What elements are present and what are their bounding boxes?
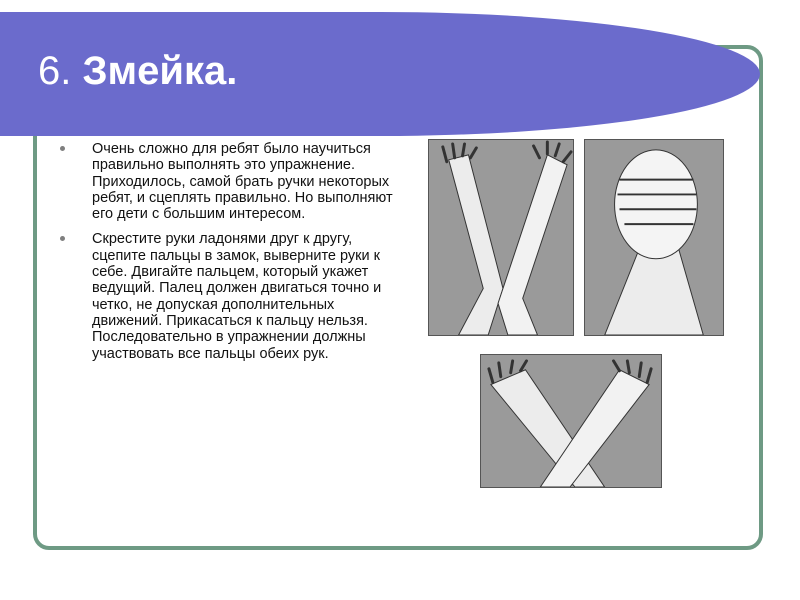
bullet-dot-icon xyxy=(60,236,65,241)
bullet-text: Очень сложно для ребят было научиться правильно выполнять это упражнение. Приходилось, самой брать ручки некоторых ребят, и сцеплять правильно. Но выполняют его дети с большим интересом. xyxy=(92,141,393,223)
bullet-item xyxy=(60,231,400,361)
title-number: 6. xyxy=(38,49,72,93)
slide-title xyxy=(38,46,237,96)
bullet-dot-icon xyxy=(60,146,65,151)
photo-crossed-palms xyxy=(480,354,662,488)
photo-crossed-arms-spread-fingers xyxy=(428,139,574,336)
bullet-text: Скрестите руки ладонями друг к другу, сцепите пальцы в замок, выверните руки к себе. Двигайте пальцем, который укажет ведущий. Палец должен двигаться точно и четко, не допуская дополнительных движений. Прикасаться к пальцу нельзя. Последовательно в упражнении должны участвовать все пальцы обеих рук. xyxy=(92,231,382,362)
photo-clasped-hands xyxy=(584,139,724,336)
bullet-item xyxy=(60,141,400,222)
bullet-list xyxy=(60,141,400,371)
title-word: Змейка. xyxy=(82,49,238,93)
